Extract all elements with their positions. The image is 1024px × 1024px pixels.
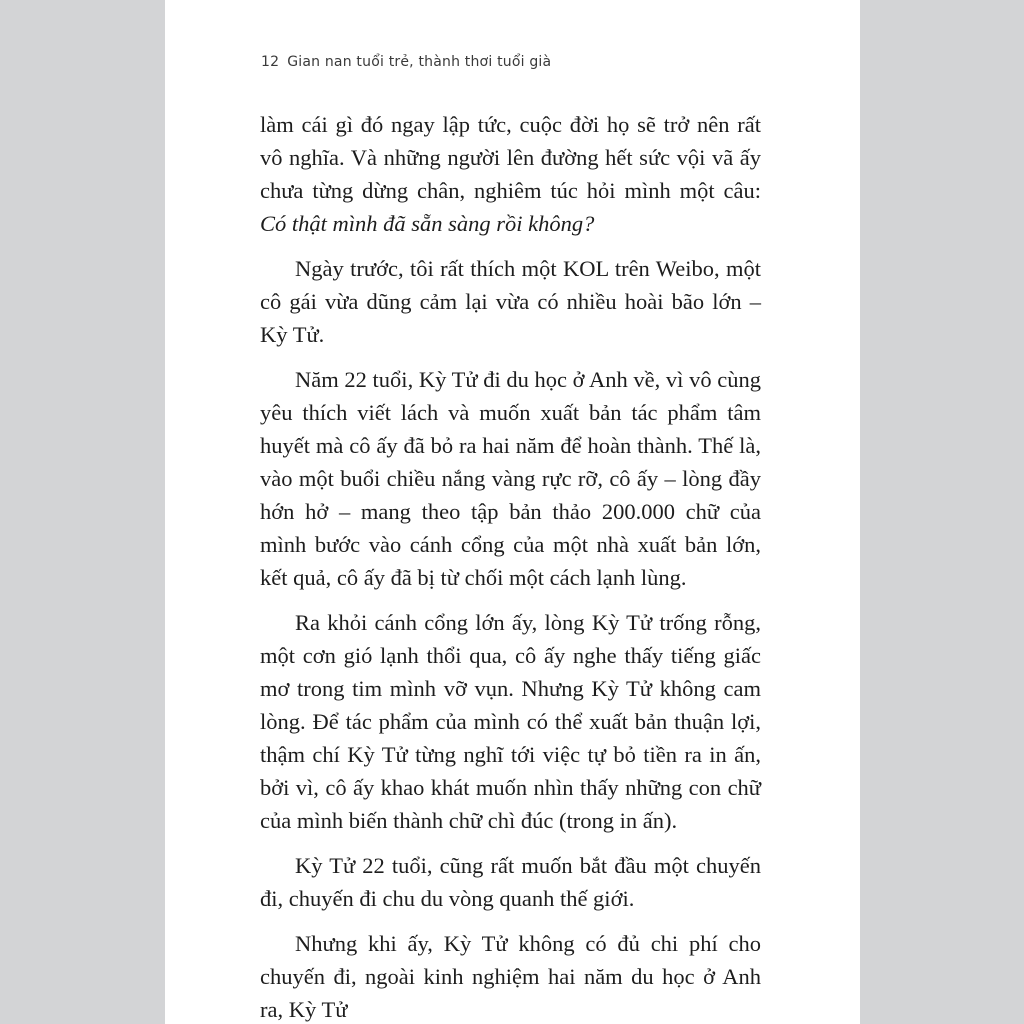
book-page	[165, 0, 860, 1024]
paragraph: Kỳ Tử 22 tuổi, cũng rất muốn bắt đầu một chuyến đi, chuyến đi chu du vòng quanh thế giới.	[260, 853, 761, 911]
paragraph: Ngày trước, tôi rất thích một KOL trên Weibo, một cô gái vừa dũng cảm lại vừa có nhiều hoài bão lớn – Kỳ Tử.	[260, 256, 761, 347]
running-head	[261, 54, 551, 70]
paragraph: Nhưng khi ấy, Kỳ Tử không có đủ chi phí cho chuyến đi, ngoài kinh nghiệm hai năm du học ở Anh ra, Kỳ Tử	[260, 931, 761, 1022]
paragraph-continued	[260, 108, 761, 240]
paragraph: Ra khỏi cánh cổng lớn ấy, lòng Kỳ Tử trống rỗng, một cơn gió lạnh thổi qua, cô ấy nghe thấy tiếng giấc mơ trong tim mình vỡ vụn. Nhưng Kỳ Tử không cam lòng. Để tác phẩm của mình có thể xuất bản thuận lợi, thậm chí Kỳ Tử từng nghĩ tới việc tự bỏ tiền ra in ấn, bởi vì, cô ấy khao khát muốn nhìn thấy những con chữ của mình biến thành chữ chì đúc (trong in ấn).	[260, 610, 761, 833]
paragraph-text: làm cái gì đó ngay lập tức, cuộc đời họ sẽ trở nên rất vô nghĩa. Và những người lên đường hết sức vội vã ấy chưa từng dừng chân, nghiêm túc hỏi mình một câu:	[260, 112, 761, 203]
italic-question: Có thật mình đã sẵn sàng rồi không?	[260, 211, 595, 236]
body-text	[260, 108, 761, 1024]
page-number: 12	[261, 54, 280, 70]
paragraph: Năm 22 tuổi, Kỳ Tử đi du học ở Anh về, vì vô cùng yêu thích viết lách và muốn xuất bản tác phẩm tâm huyết mà cô ấy đã bỏ ra hai năm để hoàn thành. Thế là, vào một buổi chiều nắng vàng rực rỡ, cô ấy – lòng đầy hớn hở – mang theo tập bản thảo 200.000 chữ của mình bước vào cánh cổng của một nhà xuất bản lớn, kết quả, cô ấy đã bị từ chối một cách lạnh lùng.	[260, 367, 761, 590]
book-title: Gian nan tuổi trẻ, thành thơi tuổi già	[287, 54, 552, 70]
